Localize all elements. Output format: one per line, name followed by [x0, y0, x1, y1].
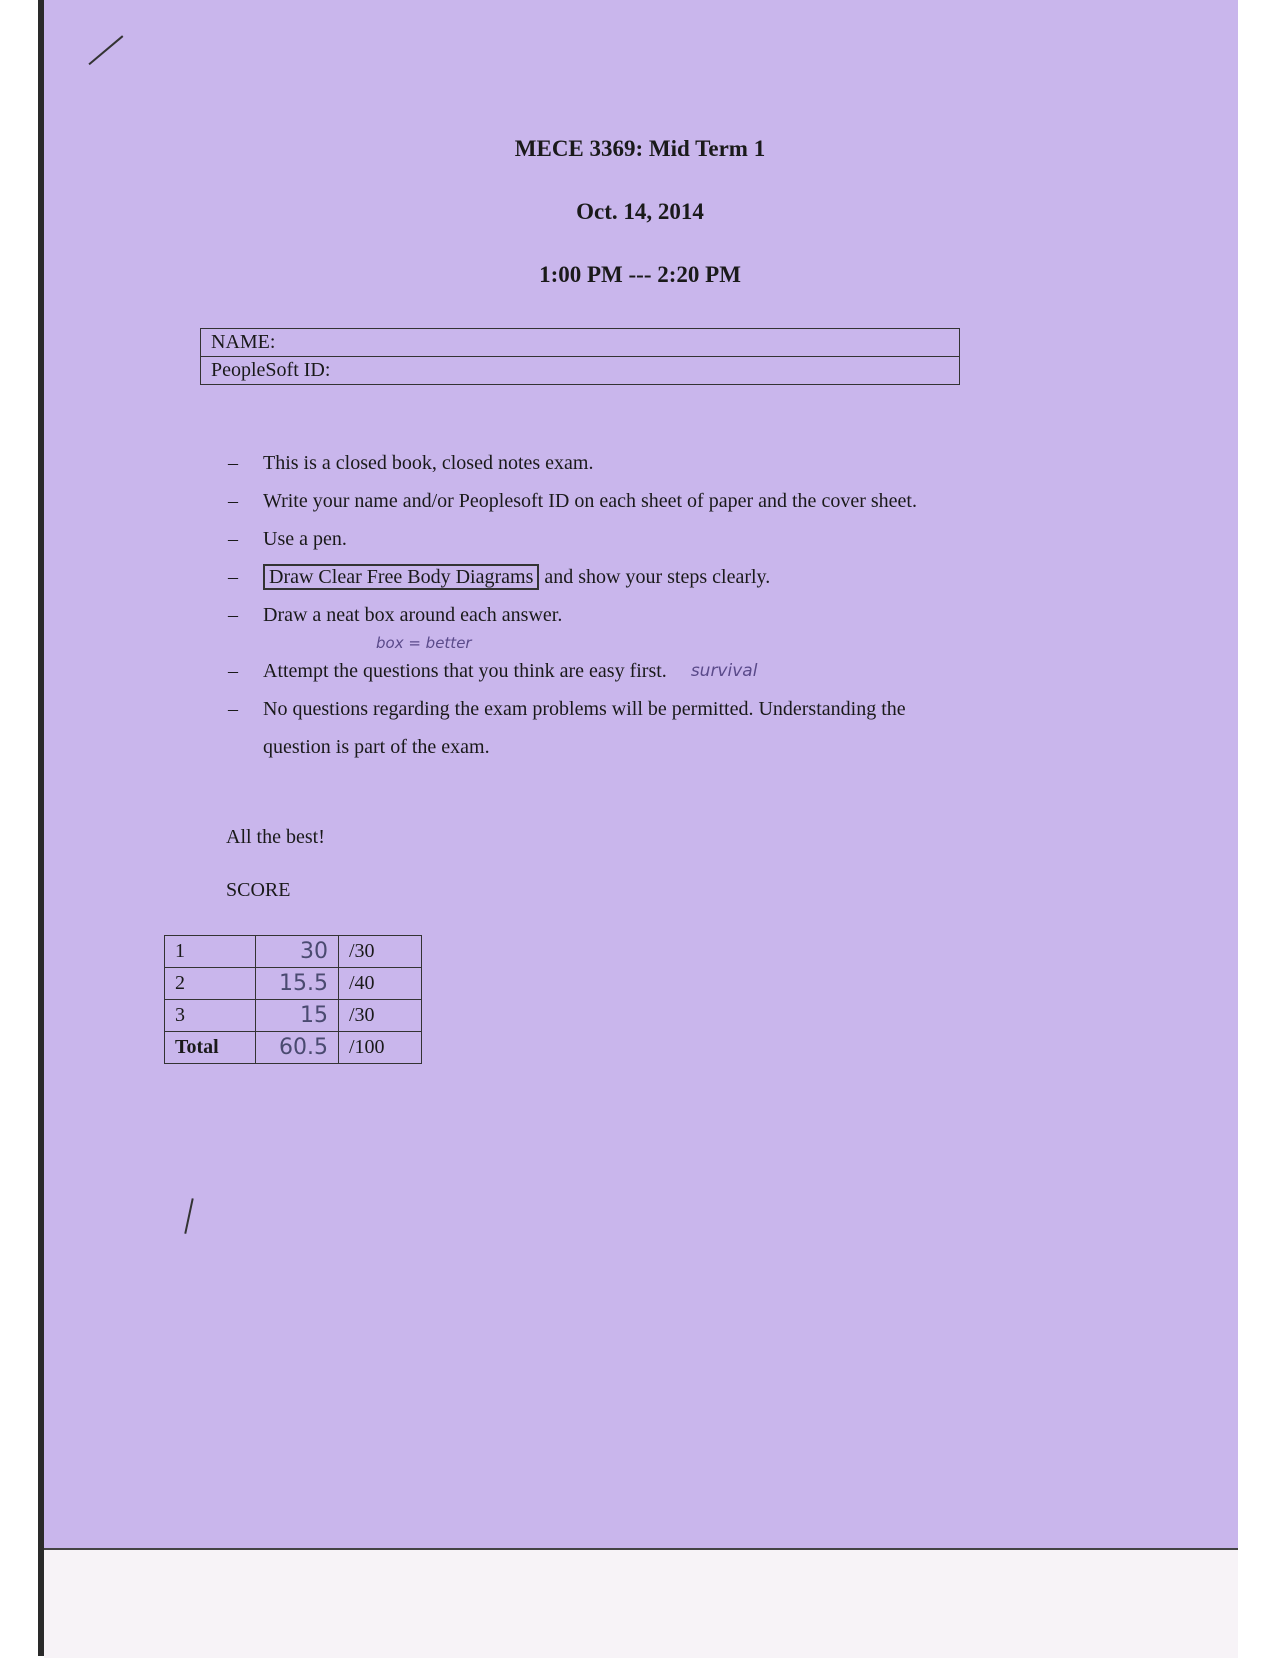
- instruction-text: Use a pen.: [263, 528, 347, 550]
- handwritten-note: survival: [690, 661, 758, 681]
- score-label: SCORE: [226, 879, 291, 901]
- score-cell: 30: [256, 936, 339, 968]
- instruction-text: question is part of the exam.: [263, 736, 490, 758]
- table-row: [165, 1032, 422, 1064]
- instruction-item: [228, 444, 1088, 482]
- instruction-item: [228, 690, 1088, 728]
- dash: –: [228, 604, 238, 626]
- exam-time: 1:00 PM --- 2:20 PM: [539, 262, 741, 287]
- score-cell: 15.5: [256, 968, 339, 1000]
- dash: –: [228, 698, 238, 720]
- instruction-item: [228, 482, 1088, 520]
- score-table: [164, 935, 422, 1064]
- max-cell: /40: [339, 968, 422, 1000]
- exam-title: MECE 3369: Mid Term 1: [514, 136, 766, 161]
- table-row: [165, 968, 422, 1000]
- dash: –: [228, 490, 238, 512]
- dash: –: [228, 452, 238, 474]
- instructions-list: [228, 444, 1088, 766]
- question-cell: 2: [165, 968, 256, 1000]
- instruction-item: [228, 596, 1088, 634]
- instruction-text: Attempt the questions that you think are easy first.: [263, 660, 667, 682]
- instruction-item: [228, 520, 1088, 558]
- max-cell: /100: [339, 1032, 422, 1064]
- id-table: [200, 328, 960, 385]
- question-cell: 1: [165, 936, 256, 968]
- exam-date: Oct. 14, 2014: [576, 199, 704, 224]
- instruction-text: Draw a neat box around each answer.: [263, 604, 563, 626]
- dash: –: [228, 660, 238, 682]
- question-cell: 3: [165, 1000, 256, 1032]
- table-row: [165, 936, 422, 968]
- exam-cover-sheet: [44, 0, 1238, 1548]
- instruction-text: Write your name and/or Peoplesoft ID on each sheet of paper and the cover sheet.: [263, 490, 917, 512]
- instruction-item: [228, 558, 1088, 596]
- handwritten-note: box = better: [376, 634, 472, 652]
- question-cell: Total: [165, 1032, 256, 1064]
- peoplesoft-id-field: PeopleSoft ID:: [201, 357, 960, 385]
- instruction-item: [228, 652, 1088, 690]
- table-row: [165, 1000, 422, 1032]
- instruction-text: This is a closed book, closed notes exam.: [263, 452, 594, 474]
- max-cell: /30: [339, 1000, 422, 1032]
- instruction-item: [228, 728, 1088, 766]
- instruction-text: and show your steps clearly.: [539, 566, 771, 588]
- dash: –: [228, 528, 238, 550]
- max-cell: /30: [339, 936, 422, 968]
- boxed-text: Draw Clear Free Body Diagrams: [263, 564, 539, 590]
- scan-bottom-margin: [44, 1548, 1238, 1658]
- closing-text: All the best!: [226, 826, 325, 848]
- name-field: NAME:: [201, 329, 960, 357]
- instruction-text: No questions regarding the exam problems will be permitted. Understanding the: [263, 698, 906, 720]
- dash: –: [228, 566, 238, 588]
- score-cell: 15: [256, 1000, 339, 1032]
- score-cell: 60.5: [256, 1032, 339, 1064]
